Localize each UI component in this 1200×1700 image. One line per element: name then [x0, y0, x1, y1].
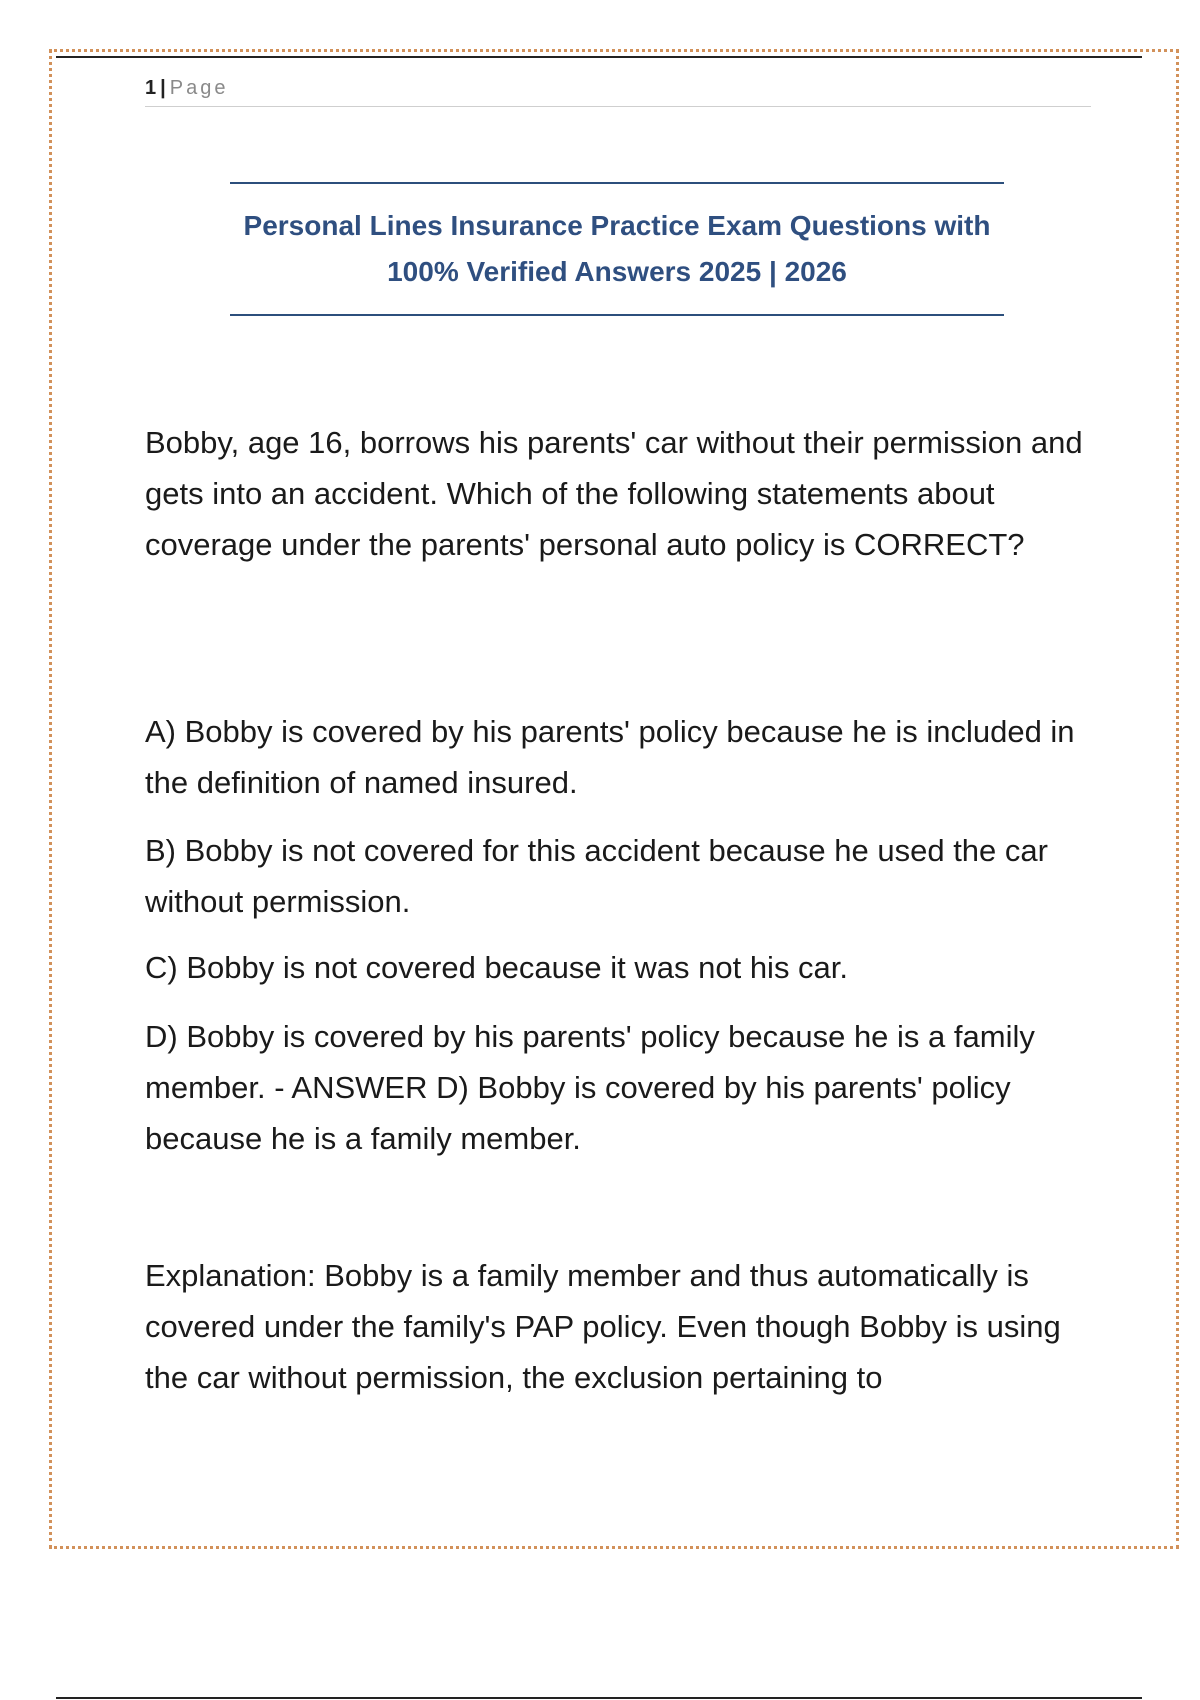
- page-header: [145, 74, 1091, 107]
- document-title: [244, 203, 991, 295]
- top-rule: [56, 56, 1142, 58]
- question-text: Bobby, age 16, borrows his parents' car without their permission and gets into an accident. Which of the following statements about coverage under the parents' personal auto policy is CORRECT?: [145, 425, 1083, 562]
- bottom-rule: [56, 1697, 1142, 1699]
- option-c: C) Bobby is not covered because it was not his car.: [145, 950, 849, 985]
- page-label: Page: [169, 77, 229, 99]
- title-line-1: Personal Lines Insurance Practice Exam Questions with: [243, 210, 991, 241]
- page-separator: |: [160, 77, 166, 99]
- explanation-text: Explanation: Bobby is a family member and thus automatically is covered under the family's PAP policy. Even though Bobby is using the car without permission, the exclusion pertaining to: [145, 1258, 1061, 1395]
- option-d-with-answer: D) Bobby is covered by his parents' policy because he is a family member. - ANSWER D) Bobby is covered by his parents' policy because he is a family member.: [145, 1019, 1035, 1156]
- option-b: B) Bobby is not covered for this accident because he used the car without permission.: [145, 833, 1048, 919]
- option-a: A) Bobby is covered by his parents' policy because he is included in the definition of named insured.: [145, 714, 1075, 800]
- title-box: [230, 182, 1004, 316]
- title-line-2: 100% Verified Answers 2025 | 2026: [387, 256, 847, 287]
- page-number: 1: [145, 77, 157, 99]
